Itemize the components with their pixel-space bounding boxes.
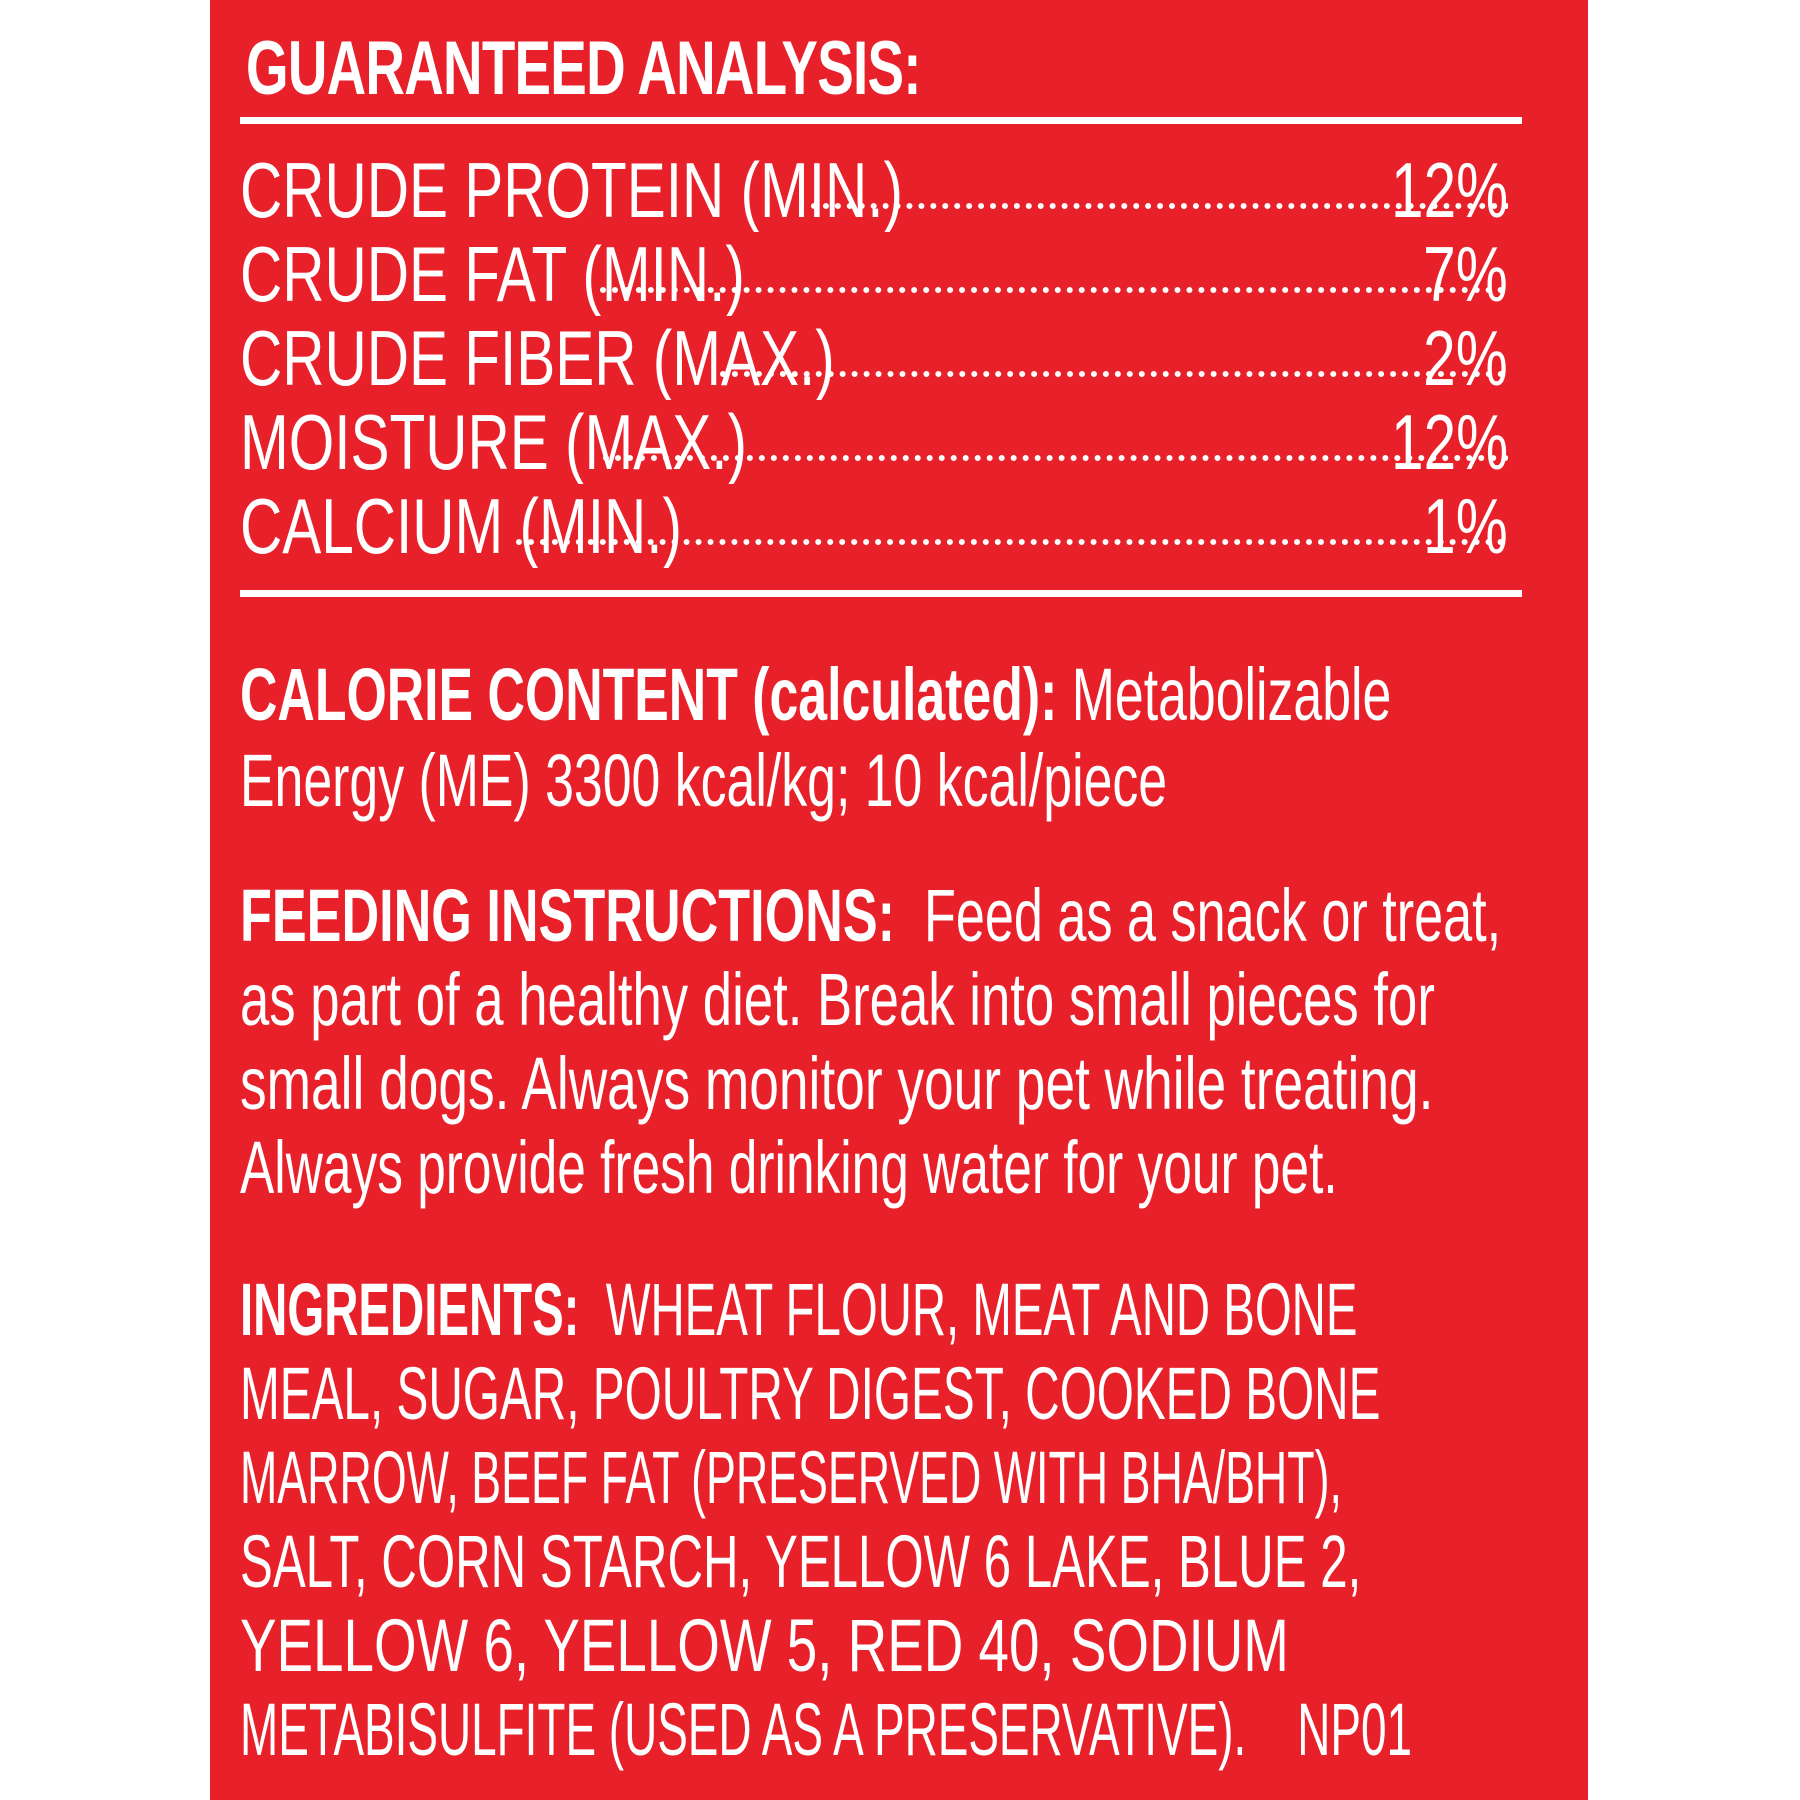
feeding-instructions-heading: FEEDING INSTRUCTIONS: — [240, 874, 896, 957]
analysis-value: 7% — [1423, 232, 1508, 316]
calorie-content-text: Metabolizable — [1057, 653, 1392, 736]
feeding-instructions-section — [240, 874, 1620, 1210]
ingredients-line-4: SALT, CORN STARCH, YELLOW 6 LAKE, BLUE 2, — [240, 1520, 1362, 1603]
feeding-line-4: Always provide fresh drinking water for your pet. — [240, 1126, 1338, 1209]
analysis-row-moisture — [240, 400, 1508, 484]
ingredients-section — [240, 1268, 1620, 1772]
analysis-row-protein — [240, 148, 1508, 232]
feeding-line-1 — [240, 874, 1502, 958]
feeding-text: Feed as a snack or treat, — [924, 874, 1502, 957]
leader-dots — [720, 371, 1508, 377]
calorie-content-section — [240, 652, 1620, 824]
ingredients-heading: INGREDIENTS: — [240, 1268, 580, 1351]
analysis-value: 12% — [1390, 400, 1508, 484]
analysis-label: MOISTURE (MAX.) — [240, 400, 747, 484]
calorie-line-2: Energy (ME) 3300 kcal/kg; 10 kcal/piece — [240, 739, 1168, 822]
ingredients-line-2: MEAL, SUGAR, POULTRY DIGEST, COOKED BONE — [240, 1352, 1381, 1435]
feeding-line-3: small dogs. Always monitor your pet while treating. — [240, 1042, 1434, 1125]
analysis-label: CRUDE FAT (MIN.) — [240, 232, 745, 316]
analysis-label: CRUDE PROTEIN (MIN.) — [240, 148, 903, 232]
analysis-value: 1% — [1423, 484, 1508, 568]
calorie-content-heading: CALORIE CONTENT (calculated): — [240, 653, 1058, 736]
calorie-line-1 — [240, 652, 1392, 738]
ingredients-line-6 — [240, 1688, 1412, 1772]
guaranteed-analysis-table — [240, 148, 1508, 568]
ingredients-line-5: YELLOW 6, YELLOW 5, RED 40, SODIUM — [240, 1604, 1289, 1687]
leader-dots — [603, 455, 1508, 461]
analysis-row-fat — [240, 232, 1508, 316]
analysis-row-calcium — [240, 484, 1508, 568]
analysis-label: CALCIUM (MIN.) — [240, 484, 682, 568]
feeding-line-2: as part of a healthy diet. Break into small pieces for — [240, 958, 1435, 1041]
ingredients-text-end: METABISULFITE (USED AS A PRESERVATIVE). — [240, 1688, 1247, 1771]
leader-dots — [600, 287, 1508, 293]
divider-rule-top — [240, 117, 1522, 124]
nutrition-label-panel — [210, 0, 1588, 1800]
leader-dots — [516, 539, 1508, 545]
analysis-label: CRUDE FIBER (MAX.) — [240, 316, 835, 400]
ingredients-line-1 — [240, 1268, 1358, 1352]
divider-rule-bottom — [240, 590, 1522, 597]
guaranteed-analysis-title: GUARANTEED ANALYSIS: — [246, 26, 921, 111]
analysis-value: 2% — [1423, 316, 1508, 400]
product-code: NP01 — [1297, 1688, 1412, 1771]
analysis-row-fiber — [240, 316, 1508, 400]
ingredients-line-3: MARROW, BEEF FAT (PRESERVED WITH BHA/BHT), — [240, 1436, 1342, 1519]
analysis-value: 12% — [1390, 148, 1508, 232]
ingredients-text: WHEAT FLOUR, MEAT AND BONE — [605, 1268, 1358, 1351]
